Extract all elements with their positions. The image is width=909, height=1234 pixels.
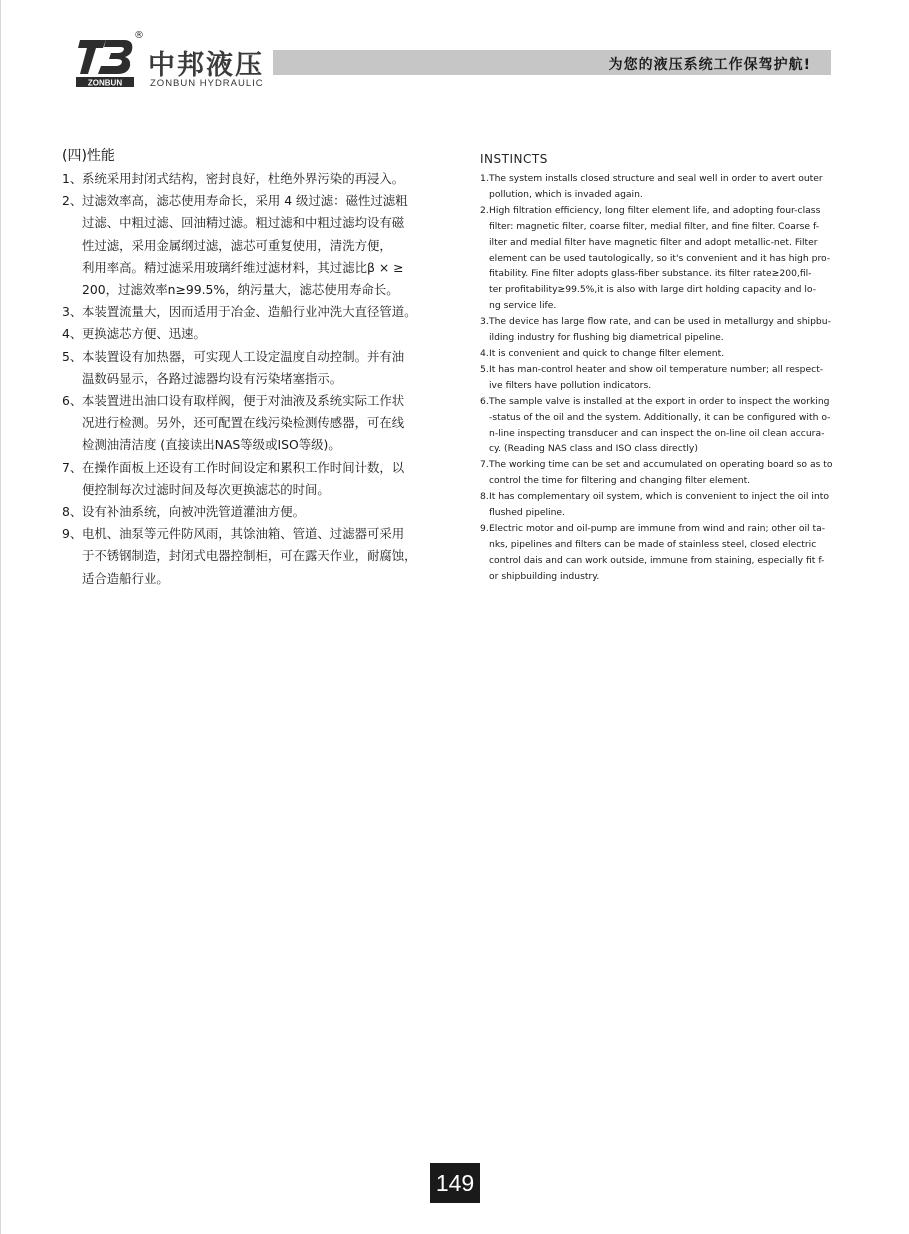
item-text <box>489 521 850 585</box>
item-number: 9、 <box>62 526 83 542</box>
item-number: 2、 <box>62 193 83 209</box>
text-line: 温数码显示，各路过滤器均设有污染堵塞指示。 <box>82 370 343 386</box>
text-line: fitability. Fine filter adopts glass-fiber substance. its filter rate≥200,fil- <box>489 268 812 280</box>
item-number: 8、 <box>62 504 83 520</box>
text-line: 性过滤，采用金属纲过滤，滤芯可重复使用，清洗方便， <box>82 237 392 253</box>
list-item <box>62 168 462 190</box>
text-line: The system installs closed structure and seal well in order to avert outer <box>489 173 823 184</box>
zonbun-logo-icon <box>76 36 134 88</box>
item-number: 9. <box>480 522 489 534</box>
text-line: cy. (Reading NAS class and ISO class directly) <box>489 443 698 455</box>
text-line: 便控制每次过滤时间及每次更换滤芯的时间。 <box>82 481 330 497</box>
item-text <box>82 301 462 323</box>
text-line: 况进行检测。另外，还可配置在线污染检测传感器，可在线 <box>82 415 405 431</box>
text-line: ive filters have pollution indicators. <box>489 379 652 391</box>
item-text <box>82 346 462 390</box>
text-line: 200，过滤效率n≥99.5%，纳污量大，滤芯使用寿命长。 <box>82 282 399 298</box>
text-line: 系统采用封闭式结构，密封良好，杜绝外界污染的再浸入。 <box>82 171 405 186</box>
item-text <box>82 457 462 501</box>
text-line: It has man-control heater and show oil temperature number; all respect- <box>489 363 824 375</box>
list-item <box>480 394 850 458</box>
list-item <box>480 314 850 346</box>
text-line: 电机、油泵等元件防风雨，其馀油箱、管道、过滤器可采用 <box>82 526 405 542</box>
item-number: 7. <box>480 459 489 471</box>
item-number: 8. <box>480 491 489 503</box>
item-text <box>489 457 850 489</box>
text-line: element can be used tautologically, so it's convenient and it has high pro- <box>489 252 831 264</box>
slogan-text: 为您的液压系统工作保驾护航! <box>608 57 811 73</box>
item-text <box>489 171 850 203</box>
item-number: 6. <box>480 395 489 407</box>
list-item <box>62 190 462 301</box>
text-line: control the time for filtering and changing filter element. <box>489 475 751 487</box>
section-title-en: INSTINCTS <box>480 152 548 166</box>
text-line: The sample valve is installed at the export in order to inspect the working <box>489 395 830 407</box>
list-item <box>62 523 462 590</box>
list-item <box>480 489 850 521</box>
list-item <box>62 346 462 390</box>
item-number: 3、 <box>62 304 83 320</box>
item-text <box>82 390 462 457</box>
text-line: flushed pipeline. <box>489 507 565 519</box>
list-item <box>480 203 850 314</box>
list-item <box>480 171 850 203</box>
item-text <box>82 523 462 590</box>
list-item <box>480 457 850 489</box>
text-line: 更换滤芯方便、迅速。 <box>82 326 206 342</box>
text-line: n-line inspecting transducer and can inspect the on-line oil clean accura- <box>489 427 825 439</box>
text-line: pollution, which is invaded again. <box>489 188 643 200</box>
features-list-en <box>480 171 850 585</box>
brand-name-en: ZONBUN HYDRAULIC <box>150 78 264 89</box>
item-text <box>489 394 850 458</box>
features-list-cn <box>62 168 462 590</box>
list-item <box>62 301 462 323</box>
text-line: ter profitability≥99.5%,it is also with large dirt holding capacity and lo- <box>489 284 817 296</box>
item-number: 5. <box>480 363 489 375</box>
slogan-bar <box>273 50 831 75</box>
text-line: filter: magnetic filter, coarse filter, medial filter, and fine filter. Coarse f- <box>489 220 820 232</box>
page-number: 149 <box>430 1163 480 1203</box>
text-line: nks, pipelines and filters can be made of stainless steel, closed electric <box>489 538 817 550</box>
item-number: 5、 <box>62 348 83 364</box>
text-line: -status of the oil and the system. Additionally, it can be configured with o- <box>489 411 831 423</box>
logo-wordmark: ZONBUN <box>87 78 123 88</box>
list-item <box>480 346 850 362</box>
list-item <box>62 501 462 523</box>
text-line: 本装置设有加热器，可实现人工设定温度自动控制。并有油 <box>82 348 405 364</box>
item-number: 4、 <box>62 326 83 342</box>
text-line: 检测油清洁度 (直接读出NAS等级或ISO等级)。 <box>82 437 341 453</box>
list-item <box>62 390 462 457</box>
item-number: 2. <box>480 204 489 216</box>
item-text <box>489 489 850 521</box>
text-line: The device has large flow rate, and can be used in metallurgy and shipbu- <box>489 316 831 328</box>
text-line: 设有补油系统，向被冲洗管道灌油方便。 <box>82 504 306 520</box>
section-title-cn: (四)性能 <box>62 148 115 164</box>
list-item <box>62 323 462 345</box>
brand-name-cn: 中邦液压 <box>148 50 264 81</box>
item-text <box>82 501 462 523</box>
text-line: 本装置流量大，因而适用于冶金、造船行业冲洗大直径管道。 <box>82 304 417 320</box>
text-line: High filtration efficiency, long filter element life, and adopting four-class <box>489 204 821 216</box>
text-line: 本装置进出油口设有取样阀，便于对油液及系统实际工作状 <box>82 393 405 409</box>
text-line: It has complementary oil system, which is convenient to inject the oil into <box>489 491 829 503</box>
item-number: 1、 <box>62 171 83 186</box>
item-text <box>489 314 850 346</box>
text-line: Electric motor and oil-pump are immune from wind and rain; other oil ta- <box>489 522 826 534</box>
text-line: control dais and can work outside, immune from staining, especially fit f- <box>489 554 825 566</box>
item-number: 6、 <box>62 393 83 409</box>
item-number: 7、 <box>62 459 83 475</box>
text-line: ng service life. <box>489 300 557 312</box>
text-line: 在操作面板上还设有工作时间设定和累积工作时间计数，以 <box>82 459 405 475</box>
text-line: ilding industry for flushing big diametrical pipeline. <box>489 332 724 344</box>
text-line: or shipbuilding industry. <box>489 570 600 582</box>
registered-mark: ® <box>134 30 144 41</box>
text-line: 过滤、中粗过滤、回油精过滤。粗过滤和中粗过滤均设有磁 <box>82 215 405 231</box>
item-text <box>489 203 850 314</box>
item-text <box>489 346 850 362</box>
text-line: ilter and medial filter have magnetic filter and adopt metallic-net. Filter <box>489 236 818 248</box>
item-text <box>82 190 462 301</box>
item-text <box>82 323 462 345</box>
list-item <box>62 457 462 501</box>
text-line: The working time can be set and accumulated on operating board so as to <box>489 459 833 471</box>
text-line: 于不锈钢制造，封闭式电器控制柜，可在露天作业，耐腐蚀， <box>82 548 417 564</box>
text-line: 适合造船行业。 <box>82 570 169 586</box>
item-text <box>82 168 462 190</box>
text-line: It is convenient and quick to change filter element. <box>489 347 725 359</box>
text-line: 过滤效率高，滤芯使用寿命长，采用 4 级过滤：磁性过滤粗 <box>82 193 408 209</box>
item-text <box>489 362 850 394</box>
list-item <box>480 521 850 585</box>
item-number: 3. <box>480 316 489 328</box>
text-line: 利用率高。精过滤采用玻璃纤维过滤材料，其过滤比β × ≥ <box>82 259 404 275</box>
item-number: 1. <box>480 173 489 184</box>
item-number: 4. <box>480 347 489 359</box>
list-item <box>480 362 850 394</box>
